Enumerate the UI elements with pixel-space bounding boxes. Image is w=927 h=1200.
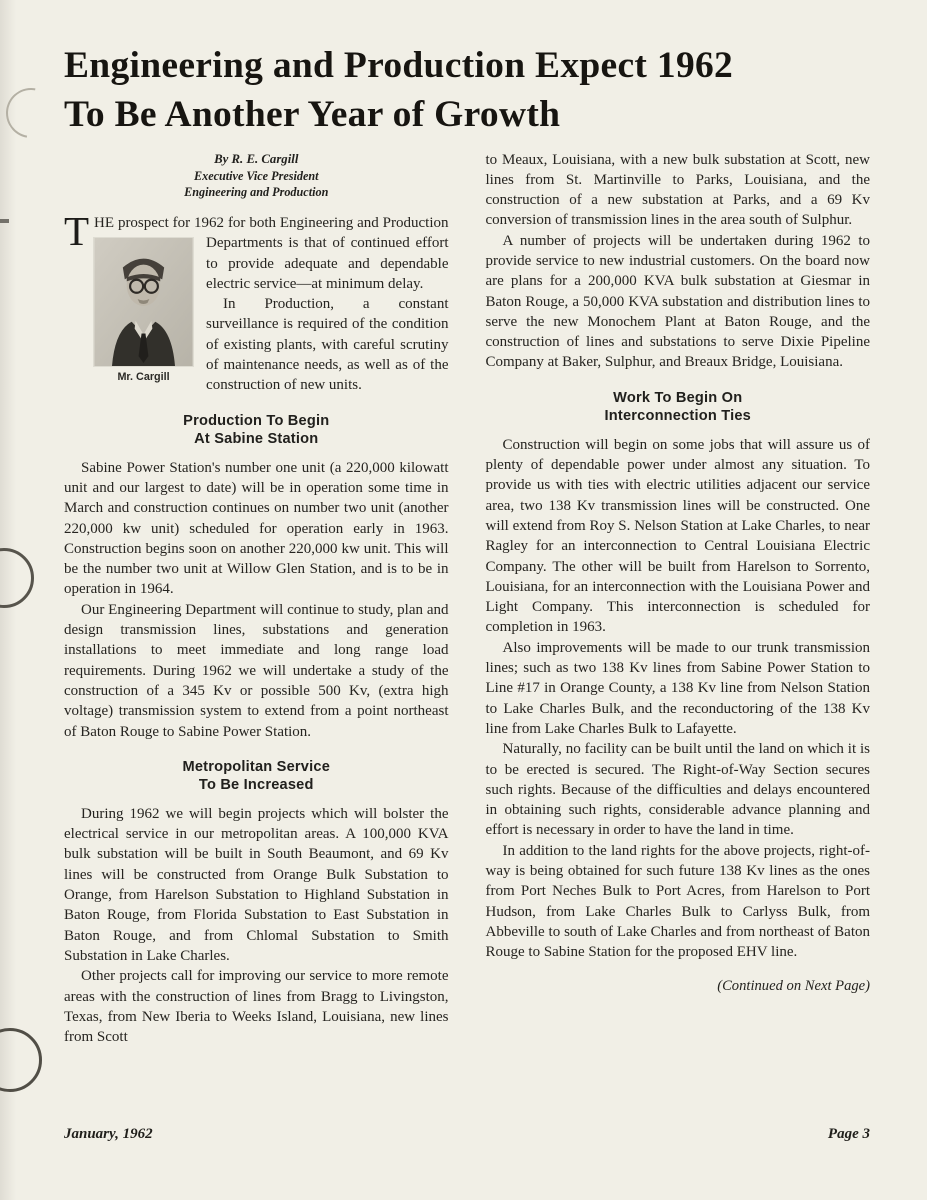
scan-edge-artifact xyxy=(0,219,9,223)
paragraph-industrial: A number of projects will be undertaken during 1962 to provide service to new industrial customers. On the board now are plans for a 200,000 KVA bulk substation at Giesmar in Baton Rouge, a 50,000 KVA substation and distribution lines to serve the new Monochem Plant at Baton Rouge, and the construction of lines and substations to serve Dixie Pipeline Company at Baker, Sulphur, and Breaux Bridge, Louisiana. xyxy=(485,232,870,371)
intro-text-start: HE prospect for 1962 for both Engineering and Production Departments is that of continued xyxy=(94,215,449,252)
paragraph-ties-2: Also improvements will be made to our trunk transmission lines; such as two 138 Kv lines from Sabine Power Station to Line #17 in Orange County, a 138 Kv line from Nelson Station to Lake Charles Bulk, and the reconductoring of the 138 Kv line from Lake Charles Bulk to Lafayette. xyxy=(485,639,870,737)
section-heading-metropolitan xyxy=(64,758,449,795)
byline xyxy=(90,152,423,201)
article-title-line-1: Engineering and Production Expect 1962 xyxy=(64,45,734,86)
byline-role-1: Executive Vice President xyxy=(193,169,319,183)
section-heading-sabine-line-2: At Sabine Station xyxy=(194,431,319,448)
paragraph-production-units: In Production, a constant surveillance is required of the condition of existing plants, with careful scrutiny of maintenance needs, as well as of the construction of new units. xyxy=(206,296,449,394)
paragraph-land-2: In addition to the land rights for the above projects, right-of-way is being obtained for such future 138 Kv lines as the ones from Port Neches Bulk to Port Acres, from Harelson to Port Hudson, from Lake Charles Bulk to Carlyss Bulk, from Abbeville to south of Lake Charles and from northeast of Baton Rouge to Sabine Station for the proposed EHV line. xyxy=(485,842,870,961)
footer-issue-date: January, 1962 xyxy=(64,1126,153,1142)
footer-page-number: Page 3 xyxy=(827,1126,870,1142)
cargill-portrait-photo xyxy=(94,238,193,366)
section-heading-sabine-line-1: Production To Begin xyxy=(183,412,330,429)
paragraph-sabine-1: Sabine Power Station's number one unit (a 220,000 kilowatt unit and our largest to date) will be in operation some time in March and construction continues on number two unit (another 220,000 kw unit) scheduled for operation early in 1963. Construction begins soon on another 220,000 kw unit. This will be the number two unit at Willow Glen Station, and is to be in operation in 1964. xyxy=(64,459,449,598)
paragraph-metro-2-left: Other projects call for improving our service to more remote areas with the construction of lines from Bragg to Livingston, Texas, from New Iberia to Weeks Island, Louisiana, new lines from Scott xyxy=(64,968,449,1046)
continued-note: (Continued on Next Page) xyxy=(717,978,870,995)
paragraph-metro-2-right: to Meaux, Louisiana, with a new bulk substation at Scott, new lines from St. Martinville to Parks, Louisiana, and the construction of a new substation at Parks, and a 69 Kv conversion of transmission lines in the area south of Sulphur. xyxy=(485,151,870,229)
section-heading-interconnection xyxy=(486,389,871,426)
page-footer xyxy=(64,1126,870,1143)
section-heading-metropolitan-line-1: Metropolitan Service xyxy=(182,758,331,775)
paragraph-sabine-2: Our Engineering Department will continue to study, plan and design transmission lines, substations and generation installations to meet immediate and long range load requirements. During 1962 we will undertake a study of the construction of a 345 Kv or possible 500 Kv, (extra high voltage) transmission system to extend from a point northeast of Baton Rouge to Sabine Power Station. xyxy=(64,601,449,740)
paragraph-ties-1: Construction will begin on some jobs that will assure us of plenty of dependable power under almost any situation. To provide us with ties with electric utilities adjacent our service area, two 138 Kv transmission lines will be constructed. One will extend from Roy S. Nelson Station at Lake Charles, to near Ragley for an interconnection to Central Louisiana Electric Company. The other will be built from Harelson to Sorrento, Louisiana, for an interconnection with the Louisiana Power and Light Company. This interconnection is scheduled for completion in 1963. xyxy=(485,436,870,636)
paragraph-metro-1: During 1962 we will begin projects which will bolster the electrical service in our metropolitan areas. A 100,000 KVA bulk substation will be built in South Beaumont, and 69 Kv lines will be constructed from Orange Bulk Substation to Orange, from Harelson Substation to Highland Substation in Baton Rouge, from Florida Substation to East Substation in Baton Rouge, and from Chlomal Substation to Smith Substation in Lake Charles. xyxy=(64,805,449,964)
left-column xyxy=(64,150,449,1048)
byline-author: By R. E. Cargill xyxy=(214,151,299,166)
drop-cap: T xyxy=(64,208,90,254)
article-title-line-2: To Be Another Year of Growth xyxy=(64,93,561,135)
two-column-body xyxy=(0,150,927,1048)
paragraph-land-1: Naturally, no facility can be built until the land on which it is to be erected is secured. The Right-of-Way Section secures such rights. Because of the difficulties and delays encountered in obtaining such rights, considerable advance planning and effort is necessary in order to have the land in time. xyxy=(485,741,870,839)
section-heading-interconnection-line-2: Interconnection Ties xyxy=(604,408,751,425)
right-column xyxy=(486,150,871,1048)
section-heading-interconnection-line-1: Work To Begin On xyxy=(613,389,743,406)
photo-figure xyxy=(94,238,193,384)
section-heading-metropolitan-line-2: To Be Increased xyxy=(198,777,314,794)
section-heading-sabine xyxy=(64,412,449,449)
photo-caption: Mr. Cargill xyxy=(117,371,170,384)
article-title xyxy=(0,42,927,140)
byline-role-2: Engineering and Production xyxy=(184,184,329,199)
intro-text-continued: effort to provide adequate and dependable electric service—at minimum delay. xyxy=(206,235,449,292)
